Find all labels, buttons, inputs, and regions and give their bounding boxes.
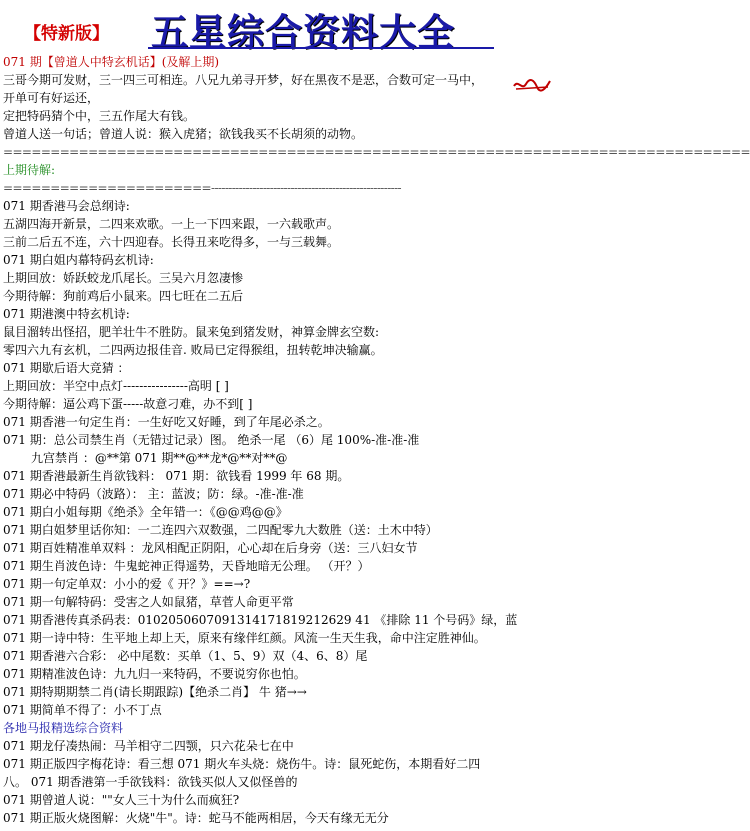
text-line: 三前二后五不连，六十四迎春。长得丑来吃得多，一与三载舞。 bbox=[3, 235, 340, 249]
section3-heading: 各地马报精选综合资料 bbox=[3, 721, 124, 735]
section2-heading: 上期待解: bbox=[3, 163, 56, 177]
text-line: 071 期白小姐每期《绝杀》全年错一：《@@鸡@@》 bbox=[3, 505, 288, 519]
text-line: 071 期一句定单双：小小的爱《 开？》==→? bbox=[3, 577, 251, 591]
text-line: 071 期特期期禁二肖(请长期跟踪)【绝杀二肖】 牛 猪→→ bbox=[3, 685, 307, 699]
header bbox=[0, 0, 569, 52]
text-line: 071 期百姓精准单双料 ：龙风相配正阴阳，心心却在后身旁（送：三八妇女节 bbox=[3, 541, 418, 555]
separator: =============================================================================== bbox=[3, 145, 750, 159]
text-line: 071 期一诗中特：生平地上却上天，原来有缘伴红颜。风流一生天生我，命中注定胜神仙。 bbox=[3, 631, 486, 645]
section1-heading: 071 期【曾道人中特玄机话】(及解上期) bbox=[3, 55, 220, 69]
text-line: 071 期香港马会总纲诗: bbox=[3, 199, 130, 213]
page-title: 五星综合资料大全 bbox=[151, 10, 455, 54]
text-line: 九宫禁肖 ：@**第 071 期**@**龙*@**对**@ bbox=[31, 451, 288, 465]
text-line: 071 期精准波色诗：九九归一来特码，不要说穷你也怕。 bbox=[3, 667, 306, 681]
text-line: 上期回放：半空中点灯----------------高明 [ ] bbox=[3, 379, 229, 393]
title-underline bbox=[148, 47, 494, 49]
text-line: 071 期香港六合彩： 必中尾数：买单（1、5、9）双（4、6、8）尾 bbox=[3, 649, 368, 663]
text-line: 071 期白姐梦里话你知：一二连四六双数强，二四配零九大数胜（送：土木中特） bbox=[3, 523, 438, 537]
text-line: 071 期简单不得了：小不丁点 bbox=[3, 703, 162, 717]
text-line: 鼠目溜转出怪招，肥羊壮牛不胜防。鼠来兔到猪发财，神算金牌玄空数: bbox=[3, 325, 380, 339]
text-line: 071 期：总公司禁生肖（无错过记录）图。 绝杀一尾 （6）尾 100%-准-准-准 bbox=[3, 433, 420, 447]
text-line: 071 期正版四字梅花诗：看三想 071 期火车头烧：烧伤牛。诗：鼠死蛇伤，本期看好二四 bbox=[3, 757, 481, 771]
text-line: 071 期必中特码（波路）： 主：蓝波；防：绿。-准-准-准 bbox=[3, 487, 304, 501]
text-line: 071 期生肖波色诗：牛鬼蛇神正得遥势，天昏地暗无公理。 （开？） bbox=[3, 559, 370, 573]
text-line: 071 期正版火烧图解：火烧"牛"。诗：蛇马不能两相居，今天有缘无无分 bbox=[3, 811, 389, 825]
edition-badge: 【特新版】 bbox=[24, 24, 109, 44]
text-line: 071 期香港一句定生肖：一生好吃又好睡，到了年尾必杀之。 bbox=[3, 415, 330, 429]
text-line: 上期回放：娇跃蛟龙爪尾长。三吴六月忽凄惨 bbox=[3, 271, 244, 285]
text-line: 071 期港澳中特玄机诗: bbox=[3, 307, 130, 321]
text-line: 071 期白姐内幕特码玄机诗: bbox=[3, 253, 154, 267]
text-line: 今期待解：逼公鸡下蛋-----故意刁难，办不到[ ] bbox=[3, 397, 253, 411]
text-line: 071 期曾道人说：""女人三十为什么而疯狂? bbox=[3, 793, 240, 807]
text-line: 071 期龙仔凑热闹：马羊相守二四颚，只六花朵七在中 bbox=[3, 739, 294, 753]
text-line: 今期待解：狗前鸡后小鼠来。四七旺在二五后 bbox=[3, 289, 244, 303]
text-line: 零四六九有玄机，二四两边报佳音. 败局已定得猴组，扭转乾坤决输赢。 bbox=[3, 343, 383, 357]
text-line: 071 期一句解特码：受害之人如鼠猪，草菅人命更平常 bbox=[3, 595, 294, 609]
text-line: 定把特码猜个中，三五作尾大有钱。 bbox=[3, 109, 196, 123]
text-line: 八。 071 期香港第一手欲钱料：欲钱买似人又似怪兽的 bbox=[3, 775, 298, 789]
content bbox=[3, 53, 750, 827]
separator: ======================------------------------------------------------------- bbox=[3, 181, 402, 195]
text-line: 开单可有好运还， bbox=[3, 91, 100, 105]
text-line: 三哥今期可发财，三一四三可相连。八兄九弟寻开梦，好在黑夜不是恶，合数可定一马中， bbox=[3, 73, 484, 87]
text-line: 曾道人送一句话；曾道人说：猴入虎猪；欲钱我买不长胡须的动物。 bbox=[3, 127, 364, 141]
text-line: 071 期香港最新生肖欲钱料： 071 期：欲钱看 1999 年 68 期。 bbox=[3, 469, 350, 483]
text-line: 五湖四海开新景，二四来欢歌。一上一下四来跟，一六载歌声。 bbox=[3, 217, 340, 231]
text-line: 071 期香港传真杀码表：0102050607091314171819212629 41 《排除 11 个号码》绿，蓝 bbox=[3, 613, 518, 627]
text-line: 071 期歇后语大竞猜 ： bbox=[3, 361, 130, 375]
